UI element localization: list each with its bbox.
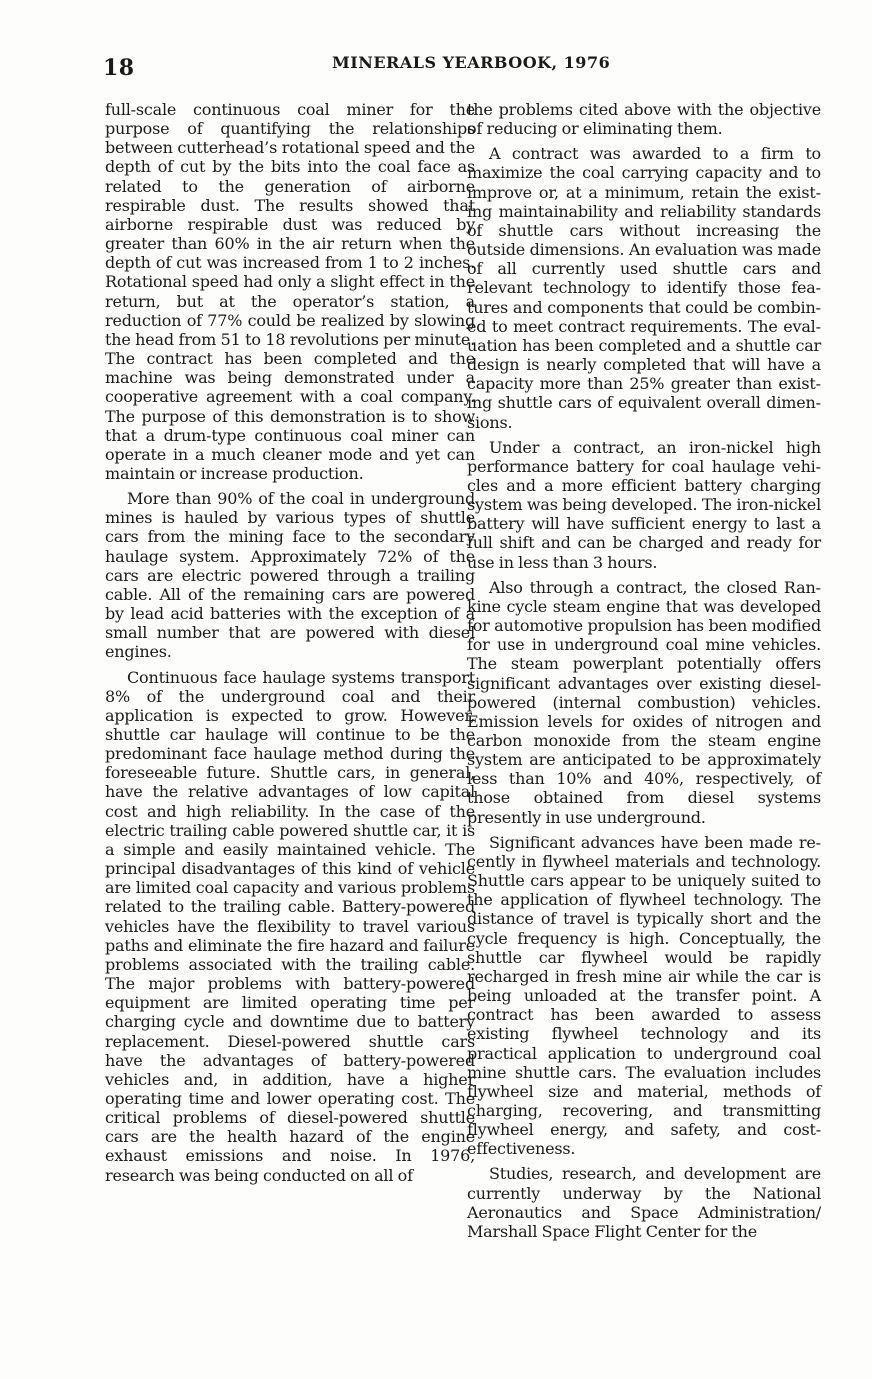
right-text-column — [467, 100, 821, 1241]
body-paragraph: Under a contract, an iron-nickel high performance battery for coal haulage vehicles and a more efficient battery charging system was being developed. The iron-nickel battery will have sufficient energy to last a full shift and can be charged and ready for use in less than 3 hours. — [467, 437, 821, 572]
body-paragraph: A contract was awarded to a firm to maximize the coal carrying capacity and to improve or, at a minimum, retain the existing maintainability and reliability standards of shuttle cars without increasing the outside dimensions. An evaluation was made of all currently used shuttle cars and relevant technology to identify those features and components that could be combined to meet contract requirements. The evaluation has been completed and a shuttle car design is nearly completed that will have a capacity more than 25% greater than existing shuttle cars of equivalent overall dimensions. — [467, 144, 821, 432]
running-title: MINERALS YEARBOOK, 1976 — [332, 53, 611, 72]
body-paragraph: Studies, research, and development are currently underway by the National Aeronautics and Space Administration/ Marshall Space Flight Center for the — [467, 1164, 821, 1241]
page-number: 18 — [103, 55, 135, 81]
left-text-column — [105, 100, 475, 1185]
body-paragraph: Also through a contract, the closed Rankine cycle steam engine that was developed for automotive propulsion has been modified for use in underground coal mine vehicles. The steam powerplant potentially offers significant advantages over existing diesel-powered (internal combustion) vehicles. Emission levels for oxides of nitrogen and carbon monoxide from the steam engine system are anticipated to be approximately less than 10% and 40%, respectively, of those obtained from diesel systems presently in use underground. — [467, 577, 821, 827]
body-paragraph: the problems cited above with the objective of reducing or eliminating them. — [467, 100, 821, 139]
body-paragraph: Continuous face haulage systems transport 8% of the underground coal and their application is expected to grow. However, shuttle car haulage will continue to be the predominant face haulage method during the foreseeable future. Shuttle cars, in general, have the relative advantages of low capital cost and high reliability. In the case of the electric trailing cable powered shuttle car, it is a simple and easily maintained vehicle. The principal disadvantages of this kind of vehicle are limited coal capacity and various problems related to the trailing cable. Battery-powered vehicles have the flexibility to travel various paths and eliminate the fire hazard and failure problems associated with the trailing cable. The major problems with battery-powered equipment are limited operating time per charging cycle and downtime due to battery replacement. Diesel-powered shuttle cars have the advantages of battery-powered vehicles and, in addition, have a higher operating time and lower operating cost. The critical problems of diesel-powered shuttle cars are the health hazard of the engine exhaust emissions and noise. In 1976, research was being conducted on all of — [105, 667, 475, 1185]
body-paragraph: full-scale continuous coal miner for the purpose of quantifying the relationships between cutterhead’s rotational speed and the depth of cut by the bits into the coal face as related to the generation of airborne respirable dust. The results showed that airborne respirable dust was reduced by greater than 60% in the air return when the depth of cut was increased from 1 to 2 inches. Rotational speed had only a slight effect in the return, but at the operator’s station, a reduction of 77% could be realized by slowing the head from 51 to 18 revolutions per minute. The contract has been completed and the machine was being demonstrated under a cooperative agreement with a coal company. The purpose of this demonstration is to show that a drum-type continuous coal miner can operate in a much cleaner mode and yet can maintain or increase production. — [105, 100, 475, 483]
body-paragraph: More than 90% of the coal in underground mines is hauled by various types of shuttle cars from the mining face to the secondary haulage system. Approximately 72% of the cars are electric powered through a trailing cable. All of the remaining cars are powered by lead acid batteries with the exception of a small number that are powered with diesel engines. — [105, 489, 475, 662]
body-paragraph: Significant advances have been made recently in flywheel materials and technology. Shuttle cars appear to be uniquely suited to the application of flywheel technology. The distance of travel is typically short and the cycle frequency is high. Conceptually, the shuttle car flywheel would be rapidly recharged in fresh mine air while the car is being unloaded at the transfer point. A contract has been awarded to assess existing flywheel technology and its practical application to underground coal mine shuttle cars. The evaluation includes flywheel size and material, methods of charging, recovering, and transmitting flywheel energy, and safety, and cost-effectiveness. — [467, 832, 821, 1159]
